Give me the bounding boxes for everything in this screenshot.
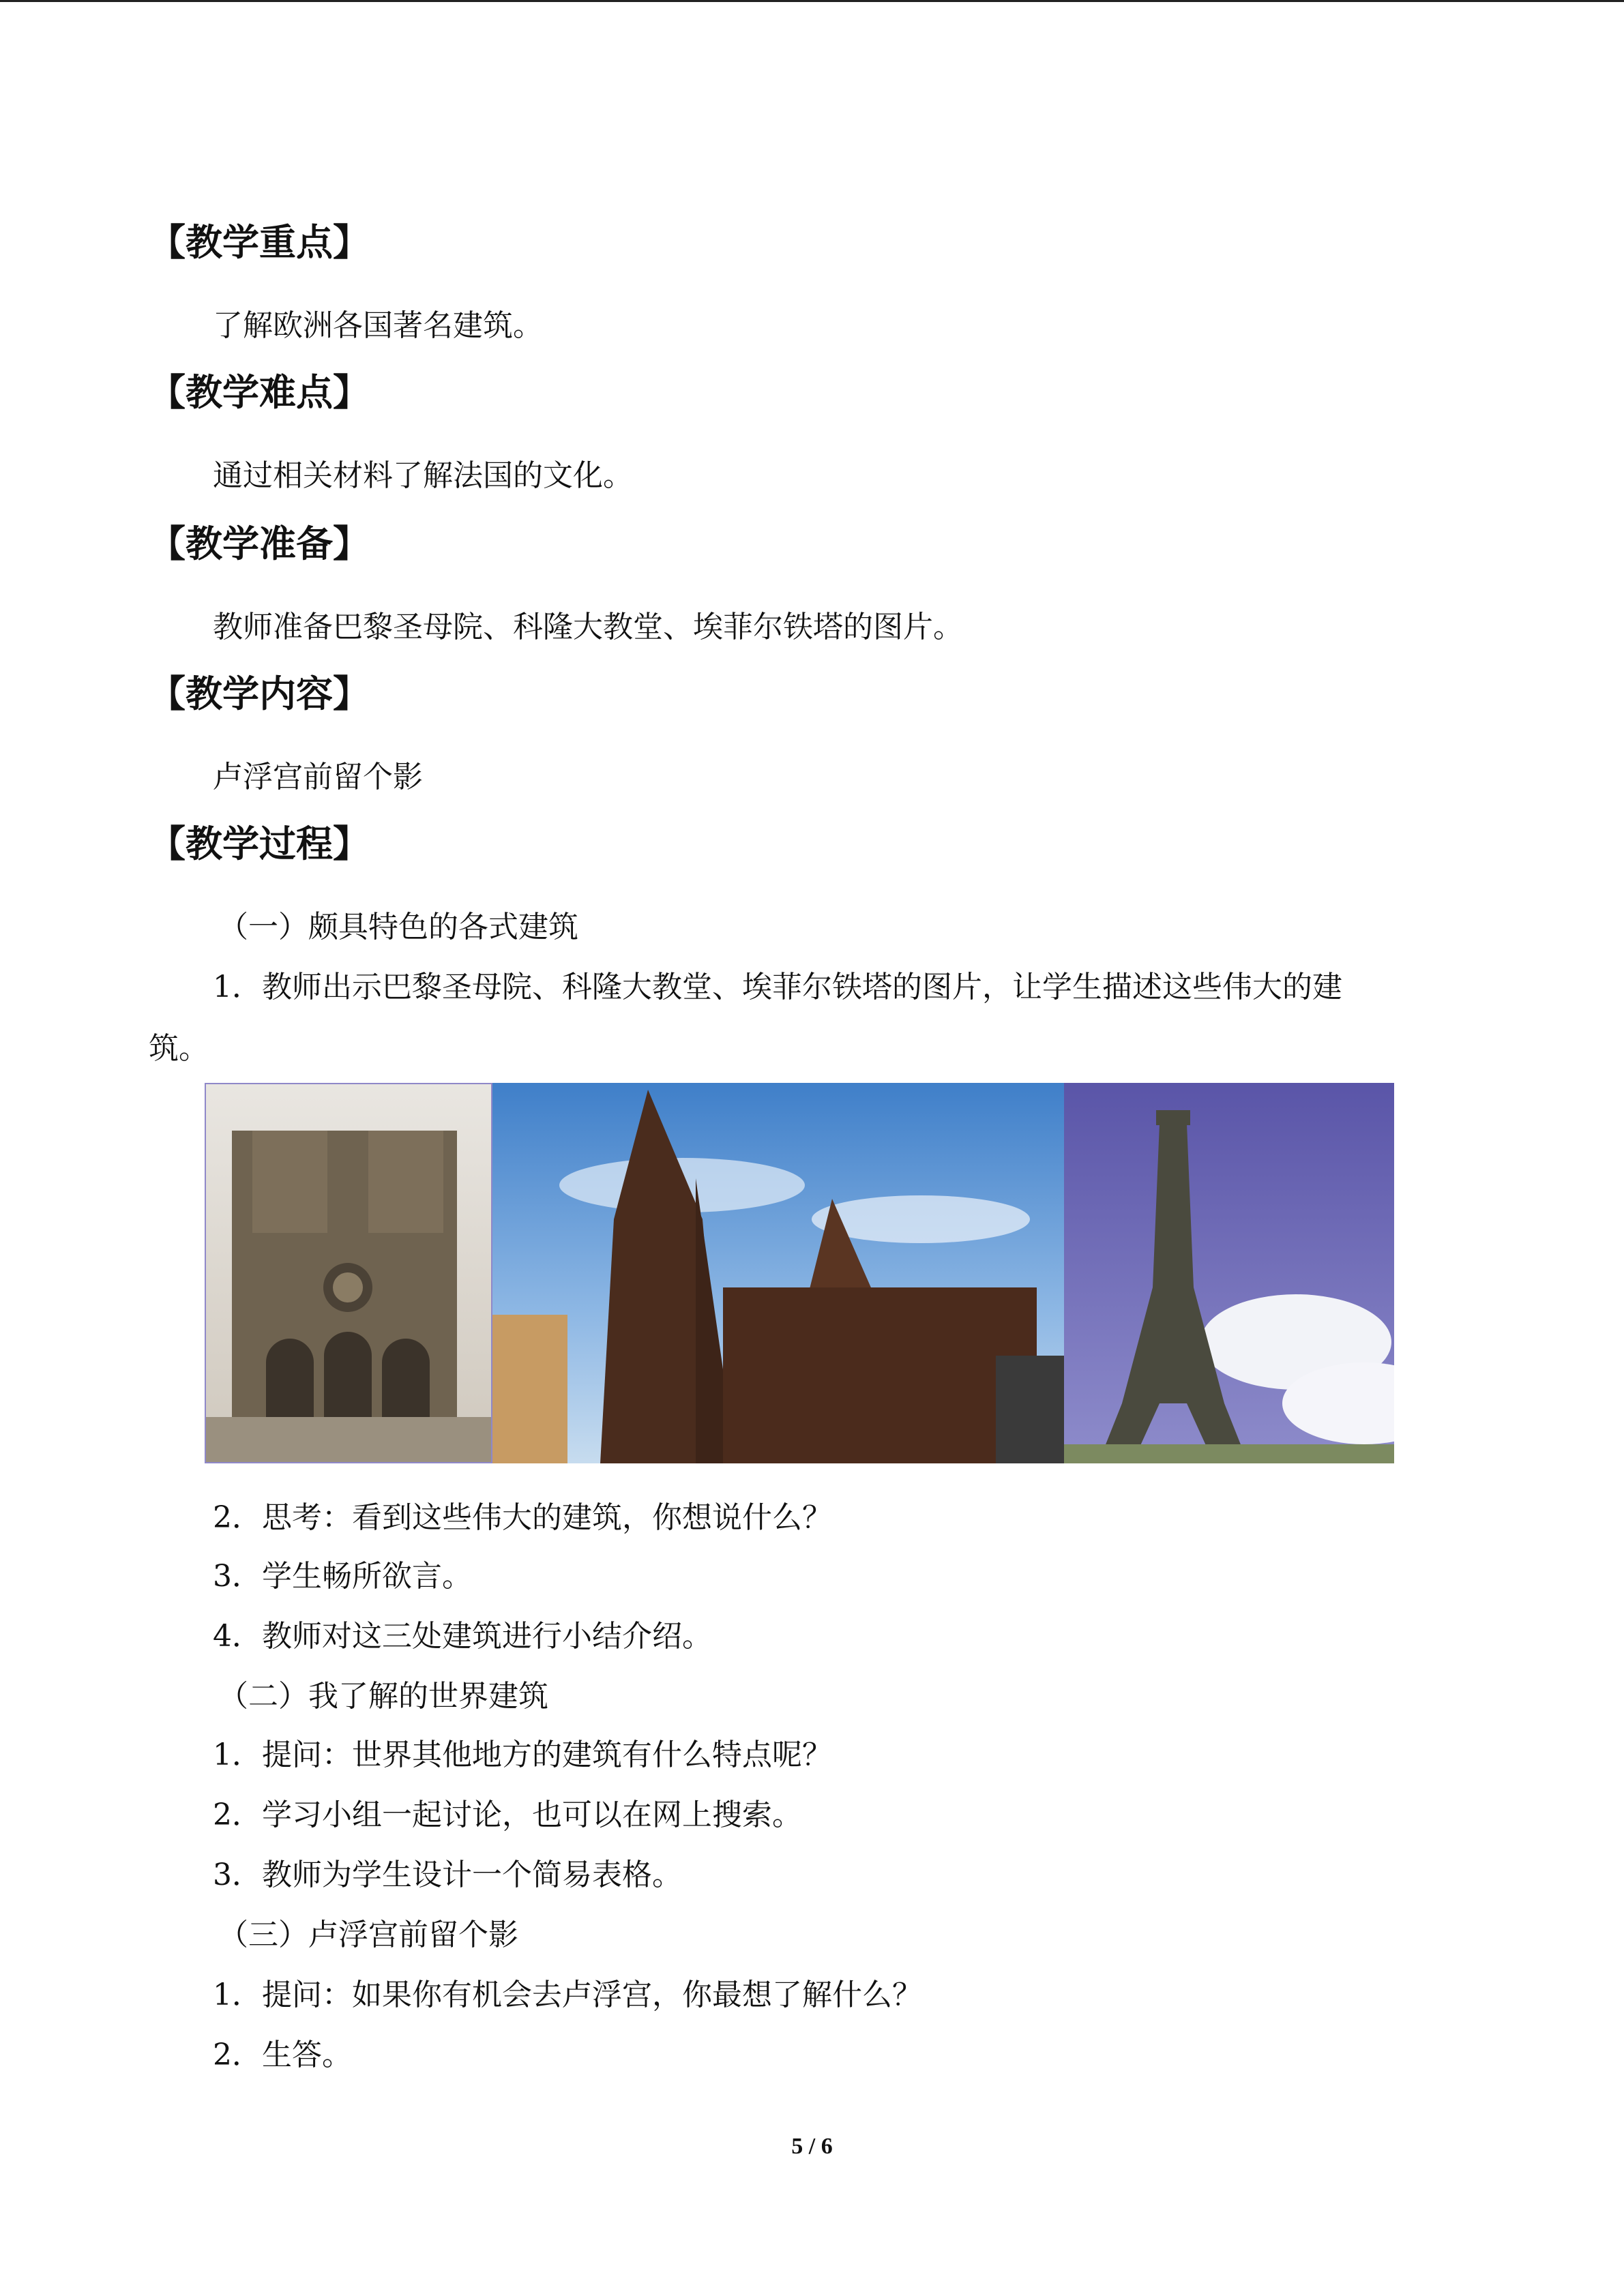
notre-dame-photo	[205, 1083, 492, 1463]
preparation-text: 教师准备巴黎圣母院、科隆大教堂、埃菲尔铁塔的图片。	[213, 610, 963, 644]
part1-title: （一）颇具特色的各式建筑	[218, 910, 578, 944]
top-border	[0, 0, 1624, 2]
part2-step1: 1．提问：世界其他地方的建筑有什么特点呢？	[213, 1738, 832, 1772]
part1-step3: 3．学生畅所欲言。	[213, 1559, 472, 1594]
building-photos	[205, 1083, 1394, 1463]
part3-step1: 1．提问：如果你有机会去卢浮宫，你最想了解什么？	[213, 1978, 922, 2012]
part1-step1-line2: 筑。	[149, 1031, 209, 1066]
heading-process: 【教学过程】	[149, 822, 370, 865]
cologne-cathedral-photo	[492, 1083, 1064, 1463]
page-number: 5 / 6	[791, 2134, 833, 2159]
part3-step2: 2．生答。	[213, 2038, 352, 2072]
part3-title: （三）卢浮宫前留个影	[218, 1918, 518, 1952]
difficulties-text: 通过相关材料了解法国的文化。	[213, 458, 633, 493]
heading-preparation: 【教学准备】	[149, 522, 370, 565]
part1-step4: 4．教师对这三处建筑进行小结介绍。	[213, 1619, 712, 1654]
part1-step1-line1: 1．教师出示巴黎圣母院、科隆大教堂、埃菲尔铁塔的图片，让学生描述这些伟大的建	[213, 970, 1342, 1004]
part2-step2: 2．学习小组一起讨论，也可以在网上搜索。	[213, 1798, 802, 1832]
part1-step2: 2．思考：看到这些伟大的建筑，你想说什么？	[213, 1500, 832, 1535]
content-text: 卢浮宫前留个影	[213, 760, 423, 794]
key-points-text: 了解欧洲各国著名建筑。	[213, 308, 543, 343]
heading-key-points: 【教学重点】	[149, 221, 370, 264]
part2-title: （二）我了解的世界建筑	[218, 1679, 548, 1714]
eiffel-tower-photo	[1064, 1083, 1394, 1463]
heading-difficulties: 【教学难点】	[149, 371, 370, 414]
heading-content: 【教学内容】	[149, 672, 370, 715]
part2-step3: 3．教师为学生设计一个简易表格。	[213, 1858, 682, 1892]
